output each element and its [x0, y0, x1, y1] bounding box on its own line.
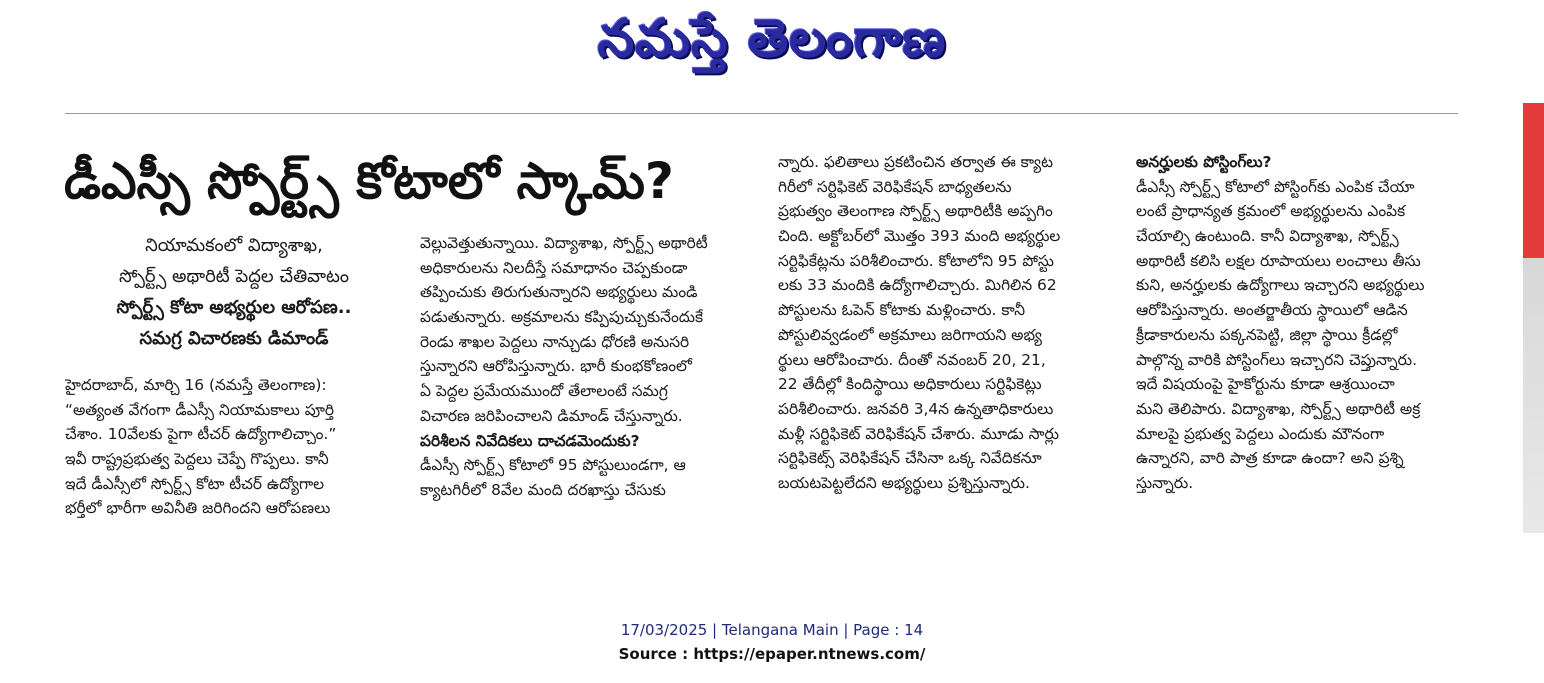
text-line: ఆరోపిస్తున్నారు. అంతర్జాతీయ స్థాయిలో ఆడిన [1136, 301, 1408, 320]
text-line: చేశాం. 10వేలకు పైగా టీచర్ ఉద్యోగాలిచ్చాం.” [65, 425, 337, 444]
text-line: రెండు శాఖల పెద్దలు నాన్చుడు ధోరణి అనుసరి [420, 332, 690, 351]
text-line: భర్తీలో భారీగా అవినీతి జరిగిందని ఆరోపణలు [65, 499, 331, 518]
section-subheading: అనర్హులకు పోస్టింగ్‌లు? [1136, 153, 1272, 171]
text-line: బయటపెట్టలేదని అభ్యర్థులు ప్రశ్నిస్తున్నారు. [778, 473, 1030, 492]
text-line: హైదరాబాద్, మార్చి 16 (నమస్తే తెలంగాణ): [65, 376, 327, 394]
text-line: పడుతున్నారు. అక్రమాలను కప్పిపుచ్చుకునేందుకే [420, 308, 704, 327]
text-line: క్యాటగిరీలో 8వేల మంది దరఖాస్తు చేసుకు [420, 480, 666, 499]
text-line: క్రీడాకారులను పక్కనపెట్టి, జిల్లా స్థాయి క్రీడల్లో [1136, 325, 1398, 344]
masthead [0, 2, 1544, 76]
text-line: న్నారు. ఫలితాలు ప్రకటించిన తర్వాత ఈ క్యాట [778, 153, 1053, 171]
text-line: స్తున్నారని ఆరోపిస్తున్నారు. భారీ కుంభకోణంలో [420, 357, 692, 376]
text-line: సర్టిఫికేట్లను పరిశీలించారు. కోటాలోని 95 పోస్టు [778, 251, 1055, 270]
text-line: పోస్టులను ఓపెన్ కోటాకు మళ్లించారు. కానీ [778, 301, 1026, 320]
side-scroll-strip [1523, 103, 1544, 533]
text-line: స్తున్నారు. [1136, 473, 1194, 492]
text-line: సర్టిఫికెట్స్ వెరిఫికేషన్ చేసినా ఒక్క నివేదికనూ [778, 449, 1042, 468]
text-line: అధికారులను నిలదీస్తే సమాధానం చెప్పకుండా [420, 258, 688, 277]
text-line: తప్పించుకు తిరుగుతున్నారని అభ్యర్థులు మండి [420, 283, 698, 302]
footer-source: Source : https://epaper.ntnews.com/ [618, 645, 926, 663]
deck-line: స్పోర్ట్స్ కోటా అభ్యర్థుల ఆరోపణ.. [116, 297, 352, 318]
text-line: డీఎస్సీ స్పోర్ట్స్ కోటాలో 95 పోస్టులుండగా, ఆ [420, 456, 686, 475]
article-headline: డీఎస్సీ స్పోర్ట్స్ కోటాలో స్కామ్? [64, 152, 674, 210]
article-column-2 [420, 231, 755, 503]
text-line: చేయాల్సి ఉంటుంది. కానీ విద్యాశాఖ, స్పోర్ట్స్ [1136, 227, 1399, 246]
text-line: ఏ పెద్దల ప్రమేయముందో తేలాలంటే సమగ్ర [420, 382, 668, 401]
text-line: డీఎస్సీ స్పోర్ట్స్ కోటాలో పోస్టింగ్‌కు ఎంపిక చేయా [1136, 177, 1415, 196]
text-line: ర్థులు ఆరోపించారు. దీంతో నవంబర్ 20, 21, [778, 350, 1046, 369]
deck-line: స్పోర్ట్స్ అథారిటీ పెద్దల చేతివాటం [118, 266, 350, 287]
text-line: మని తెలిపారు. విద్యాశాఖ, స్పోర్ట్స్ అథారిటీ అక్ర [1136, 399, 1421, 418]
article-column-4 [1136, 150, 1471, 496]
text-line: ఇవీ రాష్ట్రప్రభుత్వ పెద్దలు చెప్పే గొప్పలు. కానీ [65, 450, 329, 469]
text-line: ఉన్నారని, వారి పాత్ర కూడా ఉందా? అని ప్రశ్ని [1136, 449, 1404, 468]
article-deck [64, 230, 404, 354]
text-line: మళ్లీ సర్టిఫికెట్ వెరిఫికేషన్ చేశారు. మూడు సార్లు [778, 424, 1059, 443]
text-line: చింది. అక్టోబర్‌లో మొత్తం 393 మంది అభ్యర్థుల [778, 227, 1061, 246]
text-line: కుని, అనర్హులకు ఉద్యోగాలు ఇచ్చారని అభ్యర్థులు [1136, 276, 1425, 295]
text-line: మాలపై ప్రభుత్వ పెద్దలు ఎందుకు మౌనంగా [1136, 424, 1385, 443]
header-rule [65, 113, 1458, 114]
text-line: 22 తేదీల్లో కిందిస్థాయి అధికారులు సర్టిఫికెట్లు [778, 375, 1042, 394]
text-line: ఇదే డీఎస్సీలో స్పోర్ట్స్ కోటా టీచర్ ఉద్యోగాల [65, 474, 325, 493]
text-line: పాల్గొన్న వారికి పోస్టింగ్‌లు ఇచ్చారని చెప్తున్నారు. [1136, 350, 1417, 369]
section-subheading: పరిశీలన నివేదికలు దాచడమెందుకు? [420, 431, 640, 450]
text-line: “అత్యంత వేగంగా డీఎస్సీ నియామకాలు పూర్తి [65, 400, 335, 419]
text-line: ప్రభుత్వం తెలంగాణ స్పోర్ట్స్ అథారిటీకి అప్పగిం [778, 202, 1053, 221]
text-line: పోస్టులివ్వడంలో అక్రమాలు జరిగాయని అభ్య [778, 325, 1042, 344]
deck-line: నియామకంలో విద్యాశాఖ, [145, 235, 323, 256]
footer-edition-info: 17/03/2025 | Telangana Main | Page : 14 [620, 621, 924, 639]
deck-line: సమగ్ర విచారణకు డిమాండ్ [139, 328, 329, 349]
article-column-3 [778, 150, 1113, 496]
newspaper-title: నమస్తే తెలంగాణ [597, 9, 947, 69]
article-column-1 [65, 373, 395, 521]
text-line: విచారణ జరిపించాలని డిమాండ్ చేస్తున్నారు. [420, 406, 683, 425]
text-line: ఇదే విషయంపై హైకోర్టును కూడా ఆశ్రయించా [1136, 375, 1395, 394]
text-line: లకు 33 మందికి ఉద్యోగాలిచ్చారు. మిగిలిన 62 [778, 276, 1057, 295]
text-line: పరిశీలించారు. జనవరి 3,4న ఉన్నతాధికారులు [778, 399, 1054, 418]
text-line: అథారిటీ కలిసి లక్షల రూపాయలు లంచాలు తీసు [1136, 251, 1421, 270]
text-line: గిరీలో సర్టిఫికెట్ వెరిఫికేషన్ బాధ్యతలను [778, 177, 1012, 196]
text-line: వెల్లువెత్తుతున్నాయి. విద్యాశాఖ, స్పోర్ట్స్ అథారిటీ [420, 234, 708, 252]
text-line: లంటే ప్రాధాన్యత క్రమంలో అభ్యర్థులను ఎంపిక [1136, 202, 1406, 221]
